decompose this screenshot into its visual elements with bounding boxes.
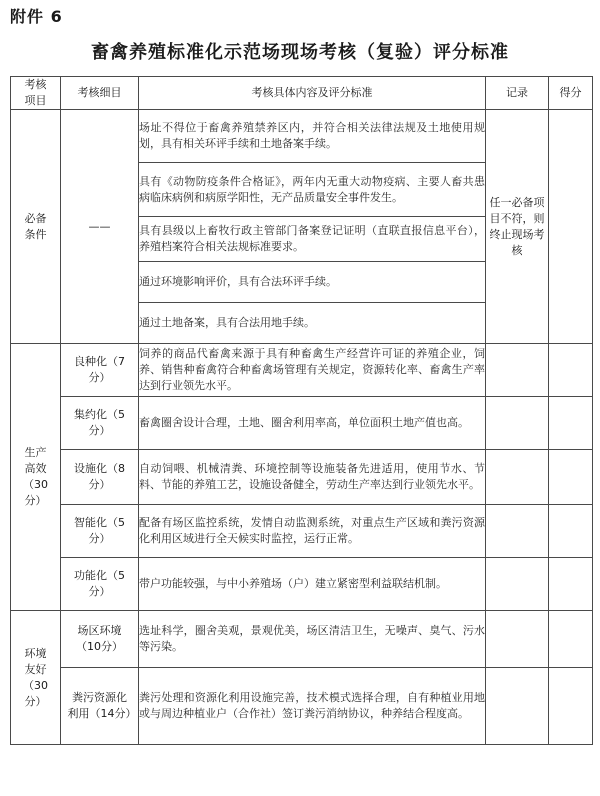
detail-cell: 粪污资源化利用（14分） <box>61 668 139 745</box>
content-cell: 通过土地备案，具有合法用地手续。 <box>139 303 486 344</box>
header-detail: 考核细目 <box>61 77 139 110</box>
score-cell <box>549 110 593 344</box>
attachment-label: 附件 6 <box>10 7 63 26</box>
detail-cell: 良种化（7分） <box>61 344 139 397</box>
score-cell <box>549 558 593 611</box>
table-header-row <box>11 77 593 110</box>
content-cell: 配备有场区监控系统，发情自动监测系统，对重点生产区域和粪污资源化利用区域进行全天候实时监控，运行正常。 <box>139 505 486 558</box>
table-row <box>11 397 593 450</box>
record-required-note: 任一必备项目不符，则终止现场考核 <box>486 110 549 344</box>
content-cell: 选址科学，圈舍美观，景观优美，场区清洁卫生，无噪声、臭气、污水等污染。 <box>139 611 486 668</box>
content-cell: 通过环境影响评价，具有合法环评手续。 <box>139 262 486 303</box>
detail-cell: 功能化（5分） <box>61 558 139 611</box>
table-row <box>11 611 593 668</box>
table-row <box>11 558 593 611</box>
table-row <box>11 668 593 745</box>
score-cell <box>549 611 593 668</box>
header-item: 考核项目 <box>11 77 61 110</box>
detail-cell: 智能化（5分） <box>61 505 139 558</box>
detail-required: —— <box>61 110 139 344</box>
record-cell <box>486 344 549 397</box>
content-cell: 具有《动物防疫条件合格证》，两年内无重大动物疫病、主要人畜共患病临床病例和病原学阳性，无产品质量安全事件发生。 <box>139 163 486 217</box>
score-cell <box>549 450 593 505</box>
score-cell <box>549 505 593 558</box>
content-cell: 场址不得位于畜禽养殖禁养区内，并符合相关法律法规及土地使用规划，具有相关环评手续和土地备案手续。 <box>139 110 486 163</box>
record-cell <box>486 668 549 745</box>
table-row <box>11 505 593 558</box>
header-content: 考核具体内容及评分标准 <box>139 77 486 110</box>
content-cell: 饲养的商品代畜禽来源于具有种畜禽生产经营许可证的养殖企业，饲养、销售种畜禽符合种畜禽场管理有关规定，资源转化率、畜禽生产率达到行业领先水平。 <box>139 344 486 397</box>
record-cell <box>486 611 549 668</box>
score-cell <box>549 397 593 450</box>
scoring-table <box>10 76 593 745</box>
header-score: 得分 <box>549 77 593 110</box>
record-cell <box>486 450 549 505</box>
category-environment: 环境友好（30分） <box>11 611 61 745</box>
content-cell: 自动饲喂、机械清粪、环境控制等设施装备先进适用，使用节水、节料、节能的养殖工艺，设施设备健全，劳动生产率达到行业领先水平。 <box>139 450 486 505</box>
detail-cell: 设施化（8分） <box>61 450 139 505</box>
detail-cell: 集约化（5分） <box>61 397 139 450</box>
header-record: 记录 <box>486 77 549 110</box>
record-cell <box>486 397 549 450</box>
score-cell <box>549 344 593 397</box>
content-cell: 具有县级以上畜牧行政主管部门备案登记证明（直联直报信息平台），养殖档案符合相关法规标准要求。 <box>139 217 486 262</box>
score-cell <box>549 668 593 745</box>
record-cell <box>486 505 549 558</box>
table-row <box>11 344 593 397</box>
category-required: 必备条件 <box>11 110 61 344</box>
content-cell: 粪污处理和资源化利用设施完善，技术模式选择合理，自有种植业用地或与周边种植业户（合作社）签订粪污消纳协议，种养结合程度高。 <box>139 668 486 745</box>
content-cell: 带户功能较强，与中小养殖场（户）建立紧密型利益联结机制。 <box>139 558 486 611</box>
detail-cell: 场区环境（10分） <box>61 611 139 668</box>
table-row <box>11 110 593 163</box>
document-title: 畜禽养殖标准化示范场现场考核（复验）评分标准 <box>91 42 509 63</box>
table-row <box>11 450 593 505</box>
record-cell <box>486 558 549 611</box>
category-production: 生产高效（30分） <box>11 344 61 611</box>
content-cell: 畜禽圈舍设计合理，土地、圈舍利用率高，单位面积土地产值也高。 <box>139 397 486 450</box>
